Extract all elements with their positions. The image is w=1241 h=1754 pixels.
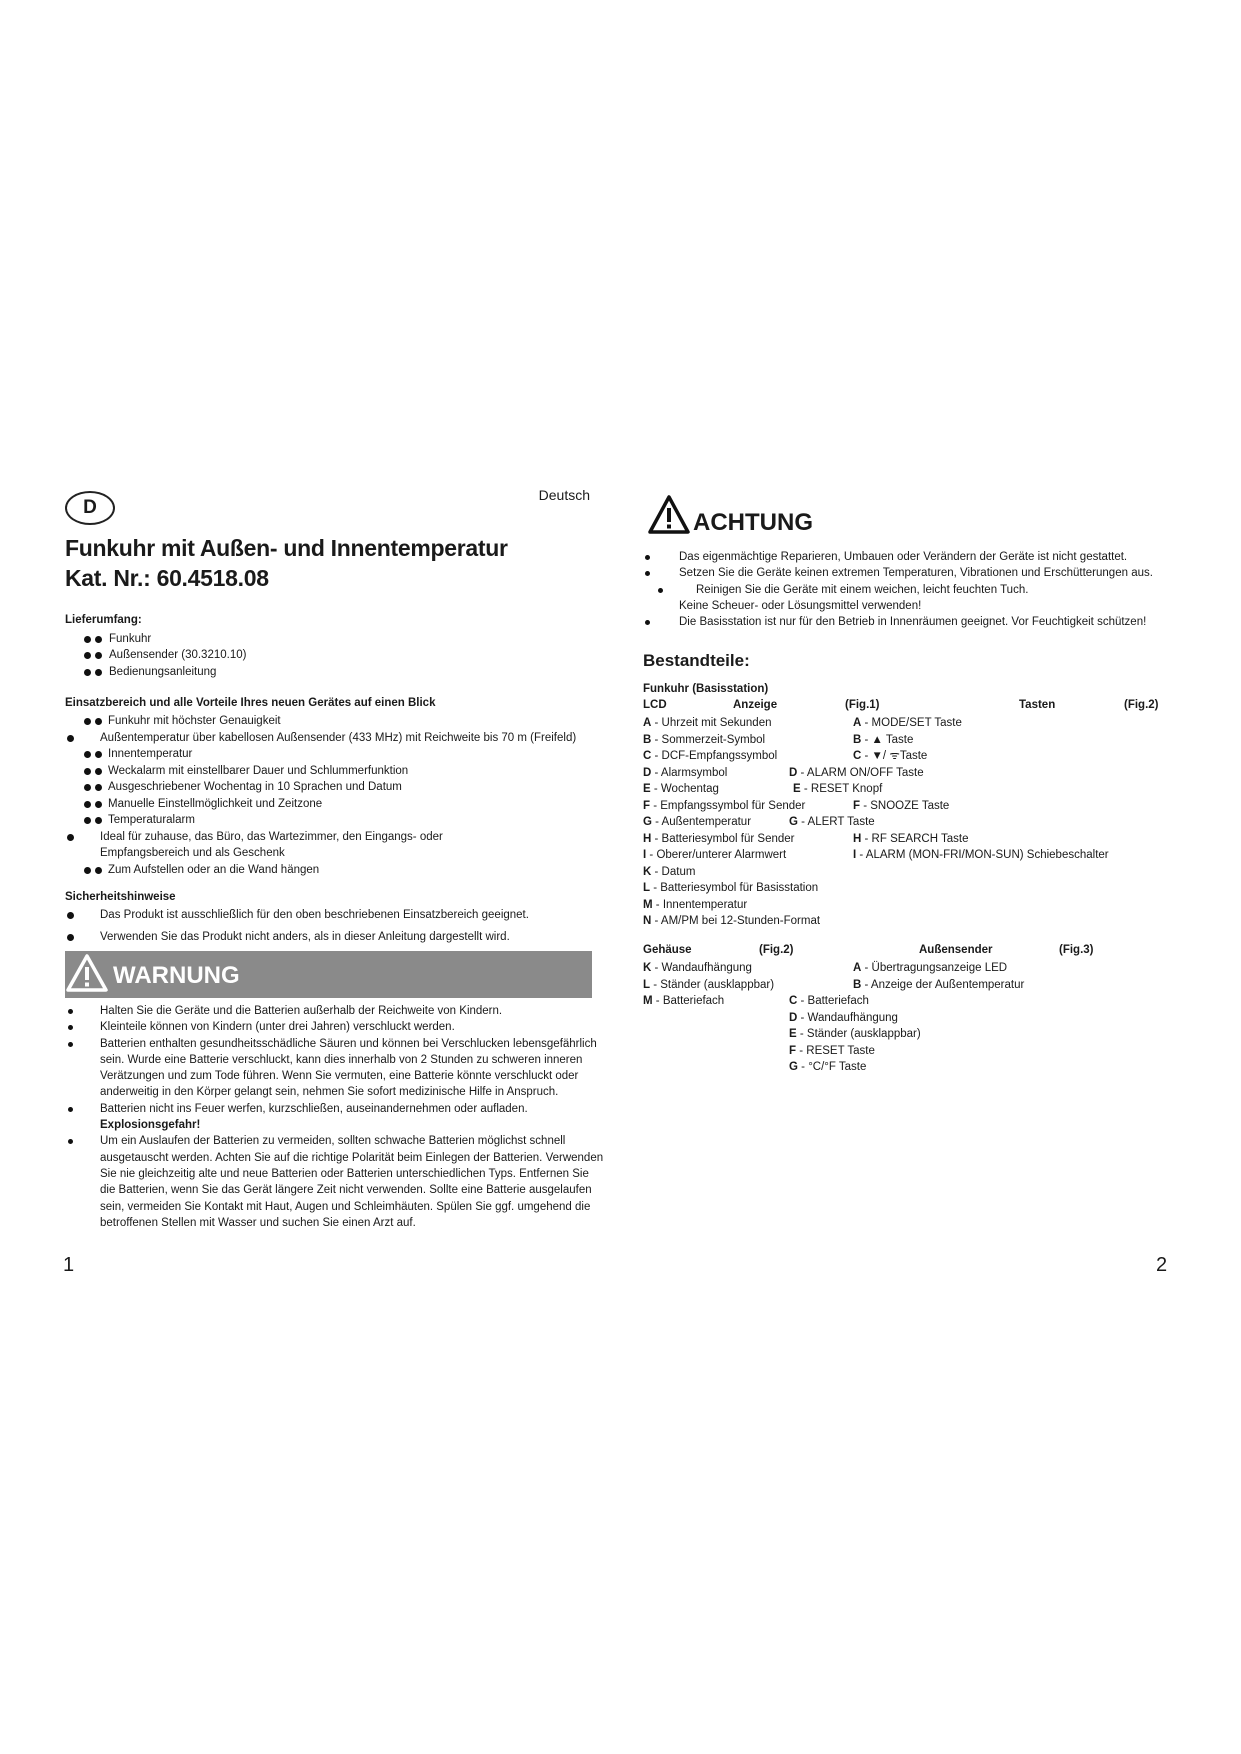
key-item — [853, 715, 962, 731]
bullet-icon — [84, 652, 91, 659]
bullet-icon — [84, 817, 91, 824]
bullet-icon — [95, 718, 102, 725]
lcd-item-text: DCF-Empfangssymbol — [661, 750, 778, 762]
key-item-dash: - — [861, 717, 872, 729]
feature-item-text: Ausgeschriebener Wochentag in 10 Sprachen und Datum — [108, 781, 402, 793]
key-item-key: I — [853, 849, 857, 861]
sender-item-dash: - — [861, 962, 872, 974]
language-badge: D — [65, 491, 115, 525]
bullet-icon — [95, 636, 102, 643]
feature-item-text: Manuelle Einstellmöglichkeit und Zeitzone — [108, 797, 323, 810]
lcd-item-key: I — [643, 849, 647, 861]
housing-item-key: L — [643, 978, 651, 991]
sender-item — [789, 993, 869, 1009]
bullet-icon — [68, 1042, 73, 1047]
sender-item-text: Wandaufhängung — [807, 1011, 898, 1024]
safety-heading: Sicherheitshinweise — [65, 891, 176, 903]
key-item-key: E — [793, 783, 801, 795]
lcd-item — [643, 781, 719, 797]
bullet-icon — [95, 669, 102, 676]
lcd-item-dash: - — [651, 816, 662, 828]
key-item-dash: - — [861, 733, 872, 746]
lcd-item-dash: - — [652, 898, 663, 911]
warning-item-line: Sie nie gleichzeitig alte und neue Batterien oder Batterien unterschiedlichen Typs. Entfernen Sie — [100, 1167, 589, 1180]
page-number-right: 2 — [1156, 1254, 1168, 1276]
bullet-icon — [68, 1025, 73, 1030]
bullet-icon — [645, 571, 650, 576]
key-item-key: D — [789, 766, 798, 779]
scope-list — [84, 631, 246, 680]
lcd-item — [643, 814, 751, 830]
warning-item-line: Batterien enthalten gesundheitsschädliche Säuren und können bei Verschlucken lebensgefährlich — [100, 1037, 597, 1050]
warning-item-line: anderweitig in den Körper gelangt sein, nehmen Sie sofort medizinische Hilfe in Anspruch. — [100, 1086, 559, 1099]
lcd-label: LCD — [643, 699, 667, 711]
bullet-icon — [84, 751, 91, 758]
housing-item-key: M — [643, 995, 653, 1007]
lcd-item — [643, 880, 818, 896]
bullet-icon — [67, 934, 74, 941]
warning-item-line: Batterien nicht ins Feuer werfen, kurzschließen, auseinandernehmen oder aufladen. — [100, 1102, 528, 1115]
warning-item-line: ausgetauscht werden. Achten Sie auf die richtige Polarität beim Einlegen der Batterien. Verwenden — [100, 1151, 604, 1164]
key-item — [853, 798, 949, 814]
sender-item-key: C — [789, 995, 798, 1007]
key-item-key: B — [853, 733, 862, 746]
sender-item-text: Batteriefach — [807, 995, 869, 1007]
lcd-item-dash: - — [646, 849, 657, 861]
lcd-item-dash: - — [650, 799, 661, 812]
housing-item-dash: - — [651, 962, 662, 974]
housing-item-dash: - — [652, 995, 663, 1007]
lcd-item-text: AM/PM bei 12-Stunden-Format — [660, 915, 821, 927]
sender-item-key: D — [789, 1011, 798, 1024]
attention-item-line: Setzen Sie die Geräte keinen extremen Temperaturen, Vibrationen und Erschütterungen aus. — [679, 567, 1153, 580]
feature-item-cont: Empfangsbereich und als Geschenk — [100, 846, 285, 859]
warning-title: WARNUNG — [113, 962, 240, 989]
key-item-dash: - — [800, 783, 811, 795]
key-item — [853, 847, 1109, 863]
housing-item — [643, 960, 752, 976]
lcd-item-dash: - — [651, 733, 662, 746]
bullet-icon — [84, 636, 91, 643]
lcd-item-key: G — [643, 816, 652, 828]
lcd-item-key: H — [643, 832, 652, 845]
sender-item-key: E — [789, 1028, 797, 1040]
bullet-icon — [95, 751, 102, 758]
bullet-icon — [95, 784, 102, 791]
document-title: Funkuhr mit Außen- und Innentemperatur — [65, 535, 508, 561]
bullet-icon — [95, 867, 102, 874]
safety-item-text: Das Produkt ist ausschließlich für den oben beschriebenen Einsatzbereich geeignet. — [100, 909, 529, 921]
attention-item-line: Keine Scheuer- oder Lösungsmittel verwenden! — [679, 599, 922, 612]
lcd-item-key: F — [643, 799, 651, 812]
key-item — [789, 765, 924, 781]
sender-item-text: Übertragungsanzeige LED — [871, 962, 1008, 974]
lcd-item-key: B — [643, 733, 652, 746]
warning-item-line: sein. Wurde eine Batterie verschluckt, kann dies innerhalb von 2 Stunden zu schweren inneren — [100, 1053, 583, 1066]
warning-item-line: Kleinteile können von Kindern (unter drei Jahren) verschluckt werden. — [100, 1021, 455, 1034]
fig2-label: (Fig.2) — [1124, 699, 1159, 711]
feature-item-text: Funkuhr mit höchster Genauigkeit — [108, 715, 281, 727]
scope-item — [84, 664, 246, 680]
bullet-icon — [95, 817, 102, 824]
key-item-text: ▲ Taste — [871, 733, 914, 746]
sender-item-dash: - — [797, 1011, 808, 1024]
attention-triangle-icon — [647, 494, 691, 536]
lcd-item-dash: - — [651, 717, 662, 729]
warning-item-line: sein, vermeiden Sie Kontakt mit Haut, Augen und Schleimhäuten. Spülen Sie ggf. umgehend die — [100, 1200, 591, 1213]
bullet-icon — [95, 768, 102, 775]
bullet-icon — [95, 652, 102, 659]
lcd-item-text: Datum — [661, 865, 696, 878]
lcd-item — [643, 847, 786, 863]
lcd-item — [643, 732, 765, 748]
language-label: Deutsch — [538, 487, 590, 503]
key-item-dash: - — [856, 849, 866, 861]
bullet-icon — [68, 1107, 73, 1112]
sender-item-key: B — [853, 978, 862, 991]
lcd-item-dash: - — [650, 783, 661, 795]
key-item-dash: - — [797, 816, 808, 828]
housing-item — [643, 993, 724, 1009]
sender-item-text: °C/°F Taste — [808, 1061, 867, 1073]
lcd-item-dash: - — [651, 832, 662, 845]
key-item-dash: - — [860, 799, 871, 812]
lcd-item — [643, 897, 747, 913]
bullet-icon — [645, 620, 650, 625]
explosion-warning: Explosionsgefahr! — [100, 1119, 201, 1132]
lcd-item-text: Sommerzeit-Symbol — [661, 733, 766, 746]
lcd-item-dash: - — [651, 915, 661, 927]
warning-item-line: Halten Sie die Geräte und die Batterien außerhalb der Reichweite von Kindern. — [100, 1005, 503, 1017]
lcd-item-text: Alarmsymbol — [660, 766, 728, 779]
lcd-item-key: K — [643, 865, 652, 878]
bullet-icon — [68, 1139, 73, 1144]
bullet-icon — [67, 735, 74, 742]
lcd-item-key: C — [643, 750, 652, 762]
bullet-icon — [67, 912, 74, 919]
anzeige-label: Anzeige — [733, 699, 778, 711]
lcd-item-key: N — [643, 915, 652, 927]
key-item-key: G — [789, 816, 798, 828]
feature-item-text: Zum Aufstellen oder an die Wand hängen — [108, 863, 320, 876]
key-item-dash: - — [797, 766, 807, 779]
warning-item-line: Um ein Auslaufen der Batterien zu vermeiden, sollten schwache Batterien möglichst schnell — [100, 1135, 566, 1148]
key-item-key: H — [853, 832, 862, 845]
scope-item — [84, 631, 246, 647]
lcd-item-key: M — [643, 898, 653, 911]
housing-fig-label: (Fig.2) — [759, 944, 794, 956]
sender-item-key: F — [789, 1044, 797, 1057]
attention-item-line: Die Basisstation ist nur für den Betrieb in Innenräumen geeignet. Vor Feuchtigkeit schützen! — [679, 616, 1147, 628]
lcd-item — [643, 913, 820, 929]
scope-item — [84, 647, 246, 663]
attention-title: ACHTUNG — [693, 509, 813, 536]
key-item-text: ALERT Taste — [807, 816, 875, 828]
bullet-icon — [84, 784, 91, 791]
lcd-item-text: Batteriesymbol für Sender — [661, 832, 795, 845]
sender-item-key: G — [789, 1061, 798, 1073]
key-item-text: ALARM (MON-FRI/MON-SUN) Schiebeschalter — [865, 849, 1109, 861]
attention-item-line: Das eigenmächtige Reparieren, Umbauen oder Verändern der Geräte ist nicht gestattet. — [679, 551, 1128, 563]
features-heading: Einsatzbereich und alle Vorteile Ihres neuen Gerätes auf einen Blick — [65, 697, 436, 709]
sender-fig-label: (Fig.3) — [1059, 944, 1094, 956]
bullet-icon — [84, 669, 91, 676]
lcd-item-dash: - — [651, 750, 662, 762]
key-item-dash: - — [861, 750, 872, 762]
lcd-item — [643, 715, 772, 731]
housing-item-dash: - — [650, 978, 661, 991]
safety-item-text: Verwenden Sie das Produkt nicht anders, als in dieser Anleitung dargestellt wird. — [100, 931, 510, 943]
key-item-text: SNOOZE Taste — [870, 799, 950, 812]
lcd-item-text: Außentemperatur — [661, 816, 752, 828]
lcd-item-dash: - — [651, 865, 662, 878]
bullet-icon — [84, 718, 91, 725]
lcd-item-text: Empfangssymbol für Sender — [660, 799, 806, 812]
feature-item-text: Ideal für zuhause, das Büro, das Wartezimmer, den Eingangs- oder — [100, 830, 443, 843]
key-item-dash: - — [861, 832, 872, 845]
sender-item-text: Anzeige der Außentemperatur — [870, 978, 1025, 991]
lcd-item — [643, 748, 777, 764]
lcd-item-key: L — [643, 882, 651, 894]
feature-item-text: Außentemperatur über kabellosen Außensender (433 MHz) mit Reichweite bis 70 m (Freifeld) — [100, 731, 577, 744]
key-item-text: RF SEARCH Taste — [871, 832, 969, 845]
sender-heading: Außensender — [919, 944, 993, 956]
key-item-text: MODE/SET Taste — [871, 717, 962, 729]
housing-item-text: Batteriefach — [662, 995, 725, 1007]
lcd-item-dash: - — [650, 882, 661, 894]
catalog-number: Kat. Nr.: 60.4518.08 — [65, 565, 269, 591]
lcd-item-dash: - — [651, 766, 661, 779]
bullet-icon — [658, 588, 663, 593]
page-number-left: 1 — [63, 1254, 75, 1276]
key-item-key: C — [853, 750, 862, 762]
attention-item-line: Reinigen Sie die Geräte mit einem weichen, leicht feuchten Tuch. — [696, 583, 1029, 596]
scope-item-text: Bedienungsanleitung — [109, 665, 217, 678]
housing-item — [643, 977, 774, 993]
housing-item-text: Ständer (ausklappbar) — [660, 978, 775, 991]
scope-item-text: Funkuhr — [109, 633, 152, 645]
sender-item — [853, 960, 1007, 976]
lcd-item — [643, 798, 805, 814]
sender-item — [853, 977, 1024, 993]
bullet-icon — [68, 1009, 73, 1014]
bullet-icon — [84, 801, 91, 808]
lcd-item-key: E — [643, 783, 651, 795]
warning-triangle-icon — [65, 953, 109, 993]
lcd-item-text: Oberer/unterer Alarmwert — [656, 849, 787, 861]
housing-item-key: K — [643, 962, 652, 974]
tasten-label: Tasten — [1019, 699, 1056, 711]
lcd-item-key: A — [643, 717, 652, 729]
bullet-icon — [84, 867, 91, 874]
warning-item-line: Verätzungen und zum Tode führen. Wenn Sie vermuten, eine Batterie könnte verschluckt oder — [100, 1070, 579, 1083]
lcd-item-text: Wochentag — [660, 783, 719, 795]
key-item-key: F — [853, 799, 861, 812]
key-item — [789, 814, 875, 830]
sender-item-text: RESET Taste — [806, 1044, 875, 1057]
bullet-icon — [67, 834, 74, 841]
lcd-item-text: Uhrzeit mit Sekunden — [661, 717, 772, 729]
lcd-item — [643, 864, 695, 880]
scope-heading: Lieferumfang: — [65, 614, 142, 626]
key-item — [853, 748, 927, 764]
key-item-text: ▼/ ᯤTaste — [871, 750, 928, 762]
sender-item-key: A — [853, 962, 862, 974]
key-item — [853, 831, 968, 847]
sender-item-dash: - — [797, 995, 808, 1007]
warning-item-line: betroffenen Stellen mit Wasser und suchen Sie einen Arzt auf. — [100, 1216, 416, 1229]
sender-item — [789, 1043, 875, 1059]
key-item — [793, 781, 882, 797]
sender-item — [789, 1026, 921, 1042]
base-station-heading: Funkuhr (Basisstation) — [643, 683, 769, 695]
components-heading: Bestandteile: — [643, 651, 750, 670]
lcd-item — [643, 765, 727, 781]
feature-item-text: Innentemperatur — [108, 748, 193, 760]
feature-item-text: Temperaturalarm — [108, 814, 195, 826]
lcd-item-key: D — [643, 766, 652, 779]
sender-item — [789, 1059, 866, 1075]
lcd-item-text: Batteriesymbol für Basisstation — [660, 882, 819, 894]
fig1-label: (Fig.1) — [845, 699, 880, 711]
lcd-item — [643, 831, 795, 847]
sender-item-dash: - — [796, 1028, 807, 1040]
bullet-icon — [95, 801, 102, 808]
sender-item-dash: - — [861, 978, 871, 991]
warning-item-line: die Batterien, wenn Sie das Gerät längere Zeit nicht verwenden. Sollte eine Batterie ausgelaufen — [100, 1184, 592, 1197]
key-item-text: ALARM ON/OFF Taste — [806, 766, 924, 779]
sender-item-dash: - — [796, 1044, 807, 1057]
sender-item-dash: - — [797, 1061, 809, 1073]
bullet-icon — [84, 768, 91, 775]
feature-item-text: Weckalarm mit einstellbarer Dauer und Schlummerfunktion — [108, 764, 409, 777]
lcd-item-text: Innentemperatur — [662, 898, 748, 911]
key-item — [853, 732, 913, 748]
housing-item-text: Wandaufhängung — [661, 962, 752, 974]
key-item-text: RESET Knopf — [810, 783, 883, 795]
scope-item-text: Außensender (30.3210.10) — [109, 649, 247, 662]
housing-heading: Gehäuse — [643, 944, 692, 956]
bullet-icon — [645, 555, 650, 560]
sender-item-text: Ständer (ausklappbar) — [806, 1028, 921, 1040]
sender-item — [789, 1010, 898, 1026]
key-item-key: A — [853, 717, 862, 729]
